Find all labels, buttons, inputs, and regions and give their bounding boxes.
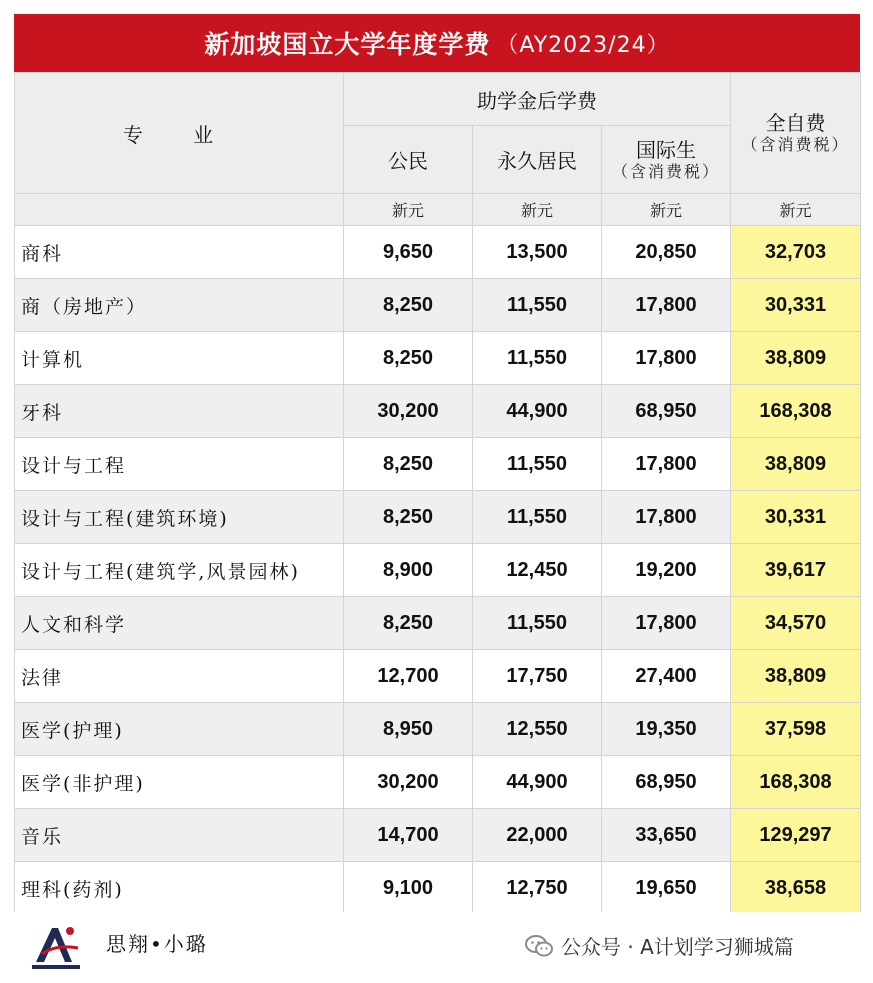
row-major: 法律 [15,650,344,703]
row-full-fee: 32,703 [731,226,861,279]
row-citizen-fee: 8,250 [344,597,473,650]
title-year: （AY2023/24） [496,32,670,58]
table-row [15,226,861,279]
header-unit-blank [15,194,344,226]
row-international-fee: 19,650 [602,862,731,915]
row-major: 音乐 [15,809,344,862]
row-international-fee: 68,950 [602,385,731,438]
a-plan-logo-icon [28,922,84,972]
header-international [602,126,731,194]
row-international-fee: 33,650 [602,809,731,862]
row-full-fee: 38,658 [731,862,861,915]
row-pr-fee: 13,500 [473,226,602,279]
row-full-fee: 39,617 [731,544,861,597]
row-international-fee: 68,950 [602,756,731,809]
row-major: 商科 [15,226,344,279]
table-row [15,279,861,332]
table-row [15,597,861,650]
table-row [15,385,861,438]
row-pr-fee: 11,550 [473,491,602,544]
row-full-fee: 37,598 [731,703,861,756]
row-pr-fee: 12,550 [473,703,602,756]
footer [0,912,873,983]
table-row [15,862,861,915]
table-row [15,756,861,809]
row-major: 计算机 [15,332,344,385]
row-international-fee: 17,800 [602,332,731,385]
tuition-table-body [15,226,861,915]
table-row [15,438,861,491]
row-pr-fee: 11,550 [473,438,602,491]
unit-pr: 新元 [473,194,602,226]
row-full-fee: 30,331 [731,279,861,332]
row-major: 设计与工程(建筑学,风景园林) [15,544,344,597]
row-major: 人文和科学 [15,597,344,650]
header-full-fee [731,73,861,194]
header-international-note: （含消费税） [612,161,721,181]
tuition-table [14,72,861,915]
row-citizen-fee: 8,250 [344,332,473,385]
row-international-fee: 17,800 [602,279,731,332]
row-full-fee: 168,308 [731,385,861,438]
row-major: 商（房地产） [15,279,344,332]
row-full-fee: 168,308 [731,756,861,809]
row-pr-fee: 44,900 [473,385,602,438]
row-international-fee: 17,800 [602,491,731,544]
row-major: 医学(护理) [15,703,344,756]
wechat-account [525,931,794,960]
row-citizen-fee: 12,700 [344,650,473,703]
row-citizen-fee: 8,250 [344,438,473,491]
row-citizen-fee: 9,650 [344,226,473,279]
row-pr-fee: 12,450 [473,544,602,597]
row-major: 牙科 [15,385,344,438]
table-row [15,491,861,544]
row-citizen-fee: 9,100 [344,862,473,915]
table-row [15,332,861,385]
wechat-icon [525,934,553,958]
page-title [14,14,860,72]
row-pr-fee: 22,000 [473,809,602,862]
table-row [15,544,861,597]
row-full-fee: 129,297 [731,809,861,862]
table-row [15,809,861,862]
row-international-fee: 19,200 [602,544,731,597]
header-subsidized-group: 助学金后学费 [344,73,731,126]
header-international-label: 国际生 [636,137,696,162]
table-row [15,703,861,756]
row-international-fee: 20,850 [602,226,731,279]
row-international-fee: 19,350 [602,703,731,756]
row-major: 设计与工程(建筑环境) [15,491,344,544]
row-full-fee: 38,809 [731,650,861,703]
row-pr-fee: 17,750 [473,650,602,703]
row-major: 设计与工程 [15,438,344,491]
row-major: 医学(非护理) [15,756,344,809]
row-full-fee: 30,331 [731,491,861,544]
table-row [15,650,861,703]
row-international-fee: 17,800 [602,597,731,650]
row-pr-fee: 11,550 [473,332,602,385]
wechat-account-name: 公众号 · A计划学习狮城篇 [561,935,794,959]
unit-citizen: 新元 [344,194,473,226]
row-citizen-fee: 30,200 [344,385,473,438]
row-pr-fee: 11,550 [473,597,602,650]
row-pr-fee: 44,900 [473,756,602,809]
row-citizen-fee: 8,250 [344,279,473,332]
row-full-fee: 38,809 [731,438,861,491]
row-citizen-fee: 8,250 [344,491,473,544]
row-pr-fee: 12,750 [473,862,602,915]
row-citizen-fee: 14,700 [344,809,473,862]
title-main: 新加坡国立大学年度学费 [204,30,491,59]
row-full-fee: 38,809 [731,332,861,385]
header-full-fee-note: （含消费税） [741,135,850,155]
row-international-fee: 17,800 [602,438,731,491]
row-citizen-fee: 8,950 [344,703,473,756]
header-citizen: 公民 [344,126,473,194]
row-pr-fee: 11,550 [473,279,602,332]
header-full-fee-label: 全自费 [765,111,826,136]
row-full-fee: 34,570 [731,597,861,650]
unit-international: 新元 [602,194,731,226]
row-citizen-fee: 8,900 [344,544,473,597]
author-name: 思翔•小璐 [106,932,208,956]
row-major: 理科(药剂) [15,862,344,915]
header-pr: 永久居民 [473,126,602,194]
row-international-fee: 27,400 [602,650,731,703]
row-citizen-fee: 30,200 [344,756,473,809]
header-major: 专 业 [15,73,344,194]
unit-full-fee: 新元 [731,194,861,226]
